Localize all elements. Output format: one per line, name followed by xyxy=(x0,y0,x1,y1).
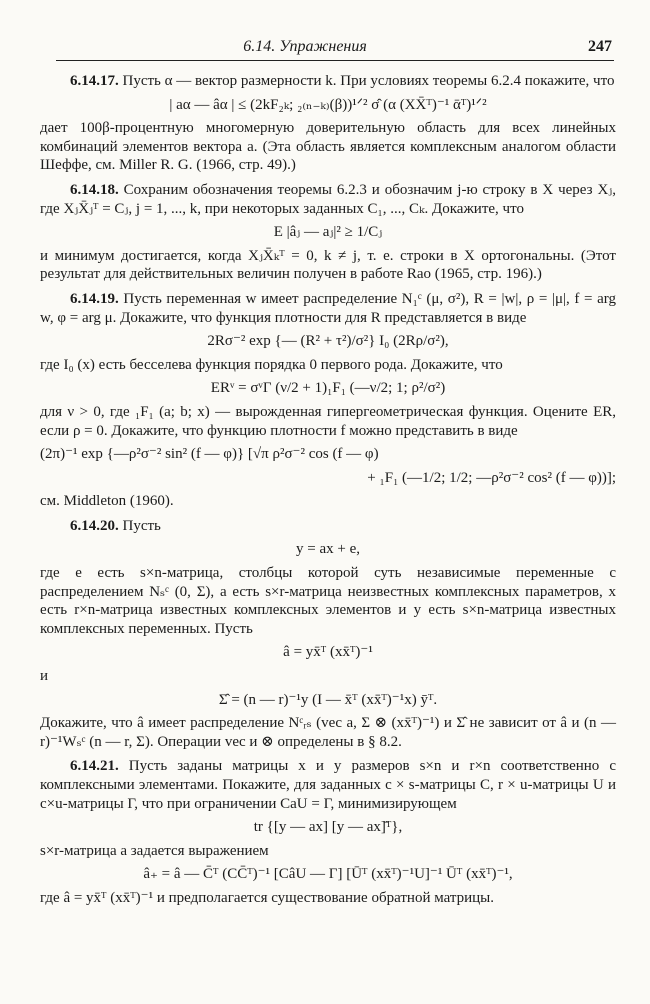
running-head: 6.14. Упражнения xyxy=(243,38,367,55)
exercise-17-text2: дает 100β-процентную многомерную доверительную область для всех линейных комбинаций элементов вектора a. (Эта область является комплексным аналогом области Шеффе, см. Miller R. G. (1966, стр. 49).) xyxy=(40,120,616,174)
exercise-20-formula3: Σ̂ = (n — r)⁻¹y (I — x̄ᵀ (xx̄ᵀ)⁻¹x) ȳᵀ. xyxy=(218,691,438,708)
exercise-19-text3: для ν > 0, где ₁F₁ (a; b; x) — вырожденная гипергеометрическая функция. Оцените ER, если ρ = 0. Докажите, что функцию плотности f можно представить в виде xyxy=(40,403,616,439)
exercise-19-formula2: ERᵛ = σᵛΓ (ν/2 + 1)₁F₁ (—ν/2; 1; ρ²/σ²) xyxy=(210,380,446,397)
page-header xyxy=(56,36,614,61)
exercise-21-text2: s×r-матрица a задается выражением xyxy=(40,842,269,859)
exercise-20-intro xyxy=(40,517,616,536)
exercise-19-text1: Пусть переменная w имеет распределение N₁ᶜ (μ, σ²), R = |w|, ρ = |μ|, f = arg w, φ = arg μ. Докажите, что функция плотности для R представляется в виде xyxy=(40,290,617,326)
exercise-21-text1: Пусть заданы матрицы x и y размеров s×n и r×n соответственно с комплексными элементами. Покажите, для заданных c × s-матрицы C, r × u-матрицы U и c×u-матрицы Γ, что при ограничении CaU = Γ, минимизирующем xyxy=(40,758,616,812)
exercise-19-formula3b: + ₁F₁ (—1/2; 1/2; —ρ²σ⁻² cos² (f — φ))]; xyxy=(367,469,616,486)
exercise-17-formula: | aα — âα | ≤ (2kF₂ₖ; ₂₍ₙ₋ₖ₎(β))¹ᐟ² σ̂ (α (XX̄ᵀ)⁻¹ ᾱᵀ)¹ᐟ² xyxy=(169,96,487,113)
exercise-18-intro xyxy=(40,181,616,218)
exercise-20-text1: Пусть xyxy=(122,517,161,534)
exercise-20-text2: где e есть s×n-матрица, столбцы которой суть независимые переменные с распределением Nₛᶜ (0, Σ), a есть s×r-матрица неизвестных комплексных параметров, x есть r×n-матрица известных комплексных элементов и y есть s×n-матрица известных комплексных переменных. Пусть xyxy=(40,565,616,637)
exercise-18-formula: E |âⱼ — aⱼ|² ≥ 1/Cⱼ xyxy=(273,224,383,241)
exercise-21-formula1: tr {[y — ax] [y — ax]̄ᵀ}, xyxy=(253,819,403,836)
exercise-19-formula1: 2Rσ⁻² exp {— (R² + τ²)/σ²} I₀ (2Rρ/σ²), xyxy=(207,333,449,350)
exercise-20-formula1: y = ax + e, xyxy=(296,541,360,558)
exercise-17-text1: Пусть α — вектор размерности k. При условиях теоремы 6.2.4 покажите, что xyxy=(122,73,615,89)
exercise-17-intro xyxy=(40,72,616,91)
exercise-21-formula2: â₊ = â — C̄ᵀ (CC̄ᵀ)⁻¹ [CâU — Γ] [Ūᵀ (xx̄ᵀ)⁻¹U]⁻¹ Ūᵀ (xx̄ᵀ)⁻¹, xyxy=(143,866,513,883)
exercise-20-text3: Докажите, что â имеет распределение Nᶜᵣₛ (vec a, Σ ⊗ (xx̄ᵀ)⁻¹) и Σ̂ не зависит от â и (n — r)⁻¹Wₛᶜ (n — r, Σ). Операции vec и ⊗ определены в § 8.2. xyxy=(40,715,616,750)
exercise-21-text3: где â = yx̄ᵀ (xx̄ᵀ)⁻¹ и предполагается существование обратной матрицы. xyxy=(40,889,494,906)
exercise-21-intro xyxy=(40,757,616,813)
exercise-19-text4: см. Middleton (1960). xyxy=(40,493,174,510)
exercise-18-text2: и минимум достигается, когда XⱼX̄ₖᵀ = 0, k ≠ j, т. е. строки в X ортогональны. (Этот результат для действительных величин получен в работе Rao (1965, стр. 196).) xyxy=(40,247,616,283)
page-number: 247 xyxy=(588,38,612,55)
exercise-19-text2: где I₀ (x) есть бесселева функция порядка 0 первого рода. Докажите, что xyxy=(40,356,503,373)
exercise-18-text1: Сохраним обозначения теоремы 6.2.3 и обозначим j-ю строку в X через Xⱼ, где XⱼX̄ⱼᵀ = Cⱼ, j = 1, ..., k, при некоторых заданных C₁, ..., Cₖ. Докажите, что xyxy=(40,181,616,217)
exercise-19-number: 6.14.19. xyxy=(70,290,119,307)
exercise-20-number: 6.14.20. xyxy=(70,517,119,534)
exercise-17-number: 6.14.17. xyxy=(70,73,119,89)
exercise-18-number: 6.14.18. xyxy=(70,181,119,198)
exercise-19-formula3a: (2π)⁻¹ exp {—ρ²σ⁻² sin² (f — φ)} [√π ρ²σ⁻² cos (f — φ) xyxy=(40,446,379,463)
exercise-21-number: 6.14.21. xyxy=(70,758,119,775)
exercise-20-formula2: â = yx̄ᵀ (xx̄ᵀ)⁻¹ xyxy=(283,644,373,661)
exercise-19-intro xyxy=(40,290,616,327)
page-body xyxy=(40,72,616,908)
exercise-20-conj: и xyxy=(40,668,49,685)
